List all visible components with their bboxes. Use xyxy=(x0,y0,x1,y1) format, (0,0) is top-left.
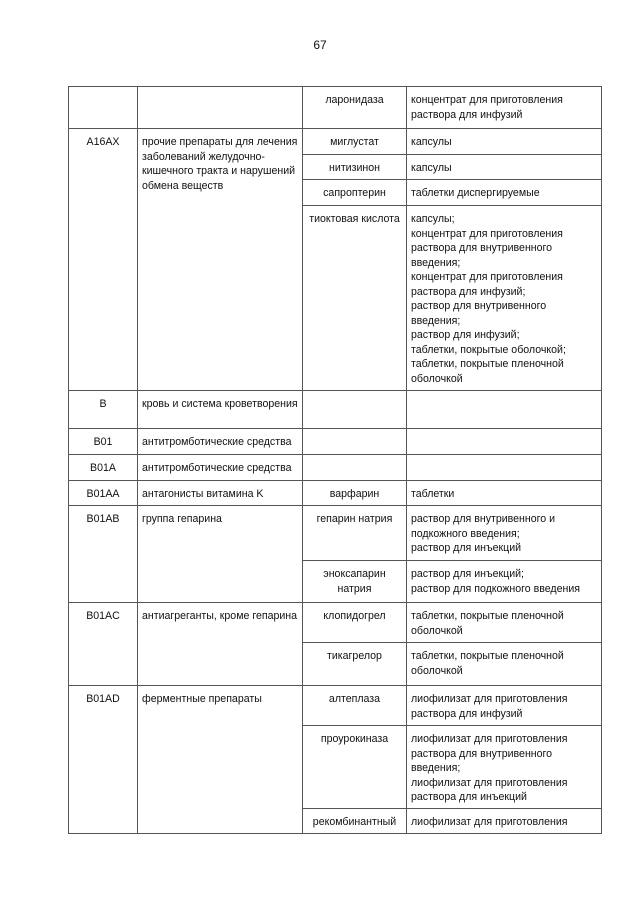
dosage-form-cell: таблетки диспергируемые xyxy=(407,180,602,206)
dosage-form-cell xyxy=(407,455,602,481)
atc-code-cell: B01AB xyxy=(69,506,138,603)
table-row xyxy=(69,481,602,506)
inn-cell: миглустат xyxy=(303,129,407,155)
table-row xyxy=(69,603,602,643)
group-cell: антагонисты витамина K xyxy=(138,481,303,506)
group-cell: группа гепарина xyxy=(138,506,303,603)
table-row xyxy=(69,506,602,561)
inn-cell: гепарин натрия xyxy=(303,506,407,561)
dosage-form-cell: таблетки, покрытые пленочной оболочкой xyxy=(407,603,602,643)
dosage-form-cell: концентрат для приготовления раствора для инфузий xyxy=(407,87,602,129)
dosage-form-cell: раствор для внутривенного и подкожного введения; раствор для инъекций xyxy=(407,506,602,561)
inn-cell: варфарин xyxy=(303,481,407,506)
group-cell: прочие препараты для лечения заболеваний желудочно-кишечного тракта и нарушений обмена веществ xyxy=(138,129,303,391)
atc-code-cell: B xyxy=(69,391,138,429)
inn-cell: рекомбинантный xyxy=(303,808,407,833)
table-row xyxy=(69,391,602,429)
group-cell: антиагреганты, кроме гепарина xyxy=(138,603,303,686)
atc-code-cell: B01A xyxy=(69,455,138,481)
atc-code-cell xyxy=(69,87,138,129)
inn-cell: алтеплаза xyxy=(303,686,407,726)
dosage-form-cell: раствор для инъекций; раствор для подкожного введения xyxy=(407,561,602,603)
dosage-form-cell: лиофилизат для приготовления xyxy=(407,808,602,833)
dosage-form-cell: капсулы xyxy=(407,129,602,155)
table-row xyxy=(69,455,602,481)
atc-code-cell: B01AC xyxy=(69,603,138,686)
atc-code-cell: A16AX xyxy=(69,129,138,391)
group-cell: ферментные препараты xyxy=(138,686,303,834)
inn-cell xyxy=(303,455,407,481)
atc-code-cell: B01 xyxy=(69,429,138,455)
dosage-form-cell: таблетки xyxy=(407,481,602,506)
table-row xyxy=(69,686,602,726)
table-row xyxy=(69,129,602,155)
dosage-form-cell xyxy=(407,429,602,455)
group-cell: кровь и система кроветворения xyxy=(138,391,303,429)
drug-table xyxy=(68,86,602,834)
dosage-form-cell: таблетки, покрытые пленочной оболочкой xyxy=(407,643,602,686)
inn-cell: ларонидаза xyxy=(303,87,407,129)
table-row xyxy=(69,87,602,129)
group-cell: антитромботические средства xyxy=(138,455,303,481)
dosage-form-cell: капсулы xyxy=(407,155,602,180)
dosage-form-cell: капсулы; концентрат для приготовления раствора для внутривенного введения; концентрат для приготовления раствора для инфузий; раствор для внутривенного введения; раствор для инфузий; таблетки, покрытые оболочкой; таблетки, покрытые пленочной оболочкой xyxy=(407,206,602,391)
inn-cell xyxy=(303,429,407,455)
inn-cell: клопидогрел xyxy=(303,603,407,643)
inn-cell xyxy=(303,391,407,429)
inn-cell: сапроптерин xyxy=(303,180,407,206)
dosage-form-cell: лиофилизат для приготовления раствора для инфузий xyxy=(407,686,602,726)
group-cell xyxy=(138,87,303,129)
inn-cell: эноксапарин натрия xyxy=(303,561,407,603)
table-row xyxy=(69,429,602,455)
atc-code-cell: B01AA xyxy=(69,481,138,506)
atc-code-cell: B01AD xyxy=(69,686,138,834)
dosage-form-cell: лиофилизат для приготовления раствора для внутривенного введения; лиофилизат для приготовления раствора для инъекций xyxy=(407,726,602,809)
inn-cell: тикагрелор xyxy=(303,643,407,686)
inn-cell: тиоктовая кислота xyxy=(303,206,407,391)
page-number: 67 xyxy=(313,38,327,52)
inn-cell: проурокиназа xyxy=(303,726,407,809)
dosage-form-cell xyxy=(407,391,602,429)
inn-cell: нитизинон xyxy=(303,155,407,180)
group-cell: антитромботические средства xyxy=(138,429,303,455)
